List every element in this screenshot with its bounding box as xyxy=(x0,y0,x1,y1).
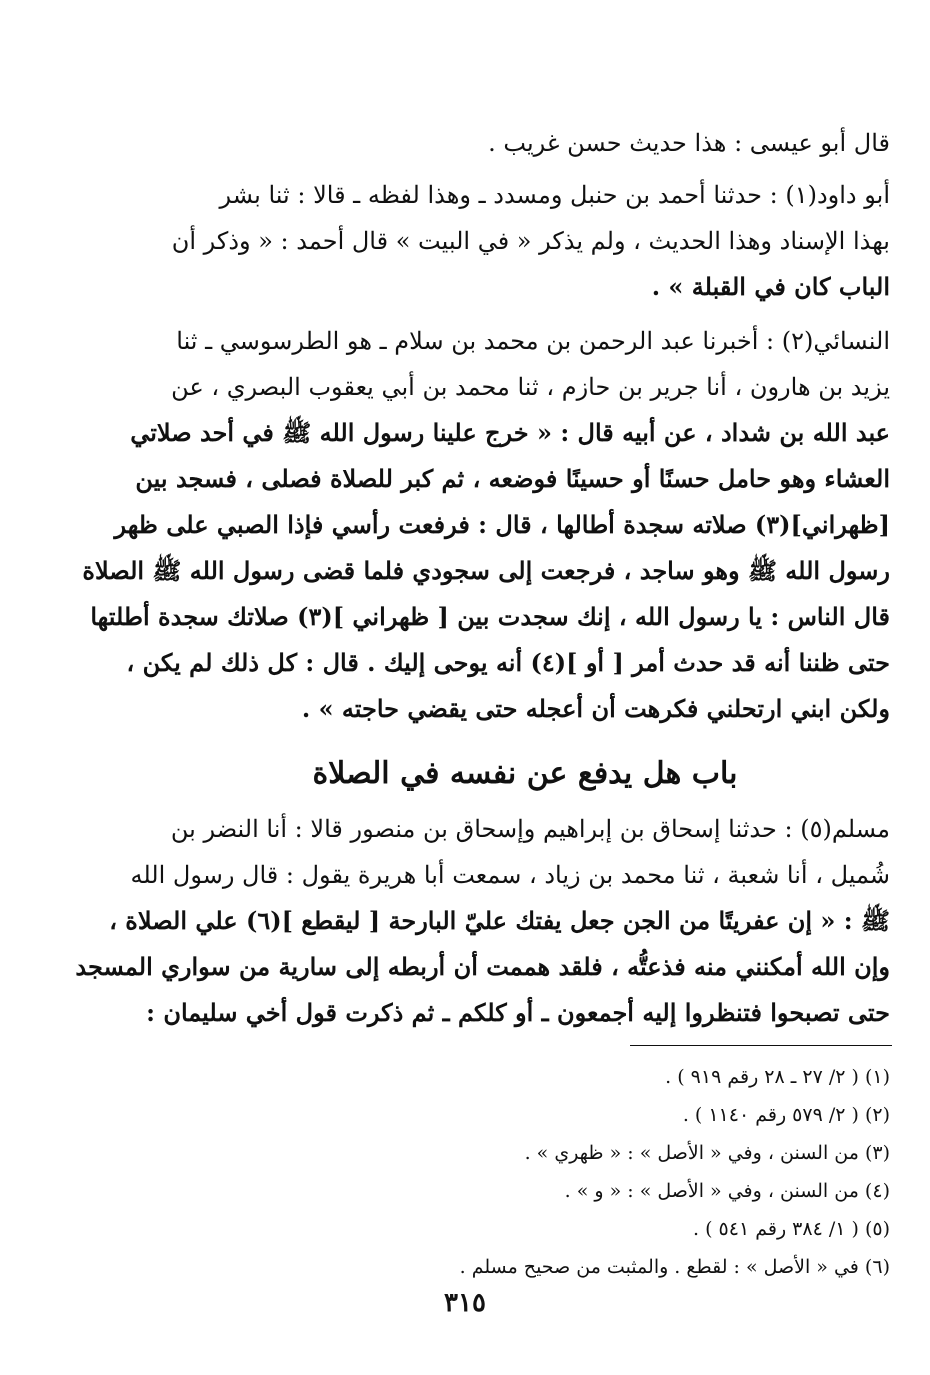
text-line: الباب كان في القبلة » . xyxy=(651,272,890,301)
footnote: (٢) ( ٢/ ٥٧٩ رقم ١١٤٠ ) . xyxy=(682,1104,890,1126)
paragraph-nasai xyxy=(82,318,890,732)
text-line: رسول الله ﷺ وهو ساجد ، فرجعت إلى سجودي فلما قضى رسول الله ﷺ الصلاة xyxy=(82,556,890,585)
text-line: حتى تصبحوا فتنظروا إليه أجمعون ـ أو كلكم ـ ثم ذكرت قول أخي سليمان : xyxy=(146,998,890,1027)
text-line: النسائي(٢) : أخبرنا عبد الرحمن بن محمد بن سلام ـ هو الطرسوسي ـ ثنا xyxy=(176,327,890,355)
text-line: مسلم(٥) : حدثنا إسحاق بن إبراهيم وإسحاق بن منصور قالا : أنا النضر بن xyxy=(170,815,890,843)
paragraph-abu-isa xyxy=(160,120,890,166)
text-line: العشاء وهو حامل حسنًا أو حسينًا فوضعه ، ثم كبر للصلاة فصلى ، فسجد بين xyxy=(135,464,890,493)
paragraph-muslim xyxy=(75,806,890,1036)
footnote: (٣) من السنن ، وفي « الأصل » : « ظهري » . xyxy=(524,1142,890,1164)
footnote: (٥) ( ١/ ٣٨٤ رقم ٥٤١ ) . xyxy=(693,1218,890,1240)
paragraph-abu-dawud xyxy=(160,172,890,310)
text-line: [ظهراني](٣) صلاته سجدة أطالها ، قال : فرفعت رأسي فإذا الصبي على ظهر xyxy=(114,510,890,539)
footnotes xyxy=(160,1058,890,1286)
footnote: (١) ( ٢/ ٢٧ ـ ٢٨ رقم ٩١٩ ) . xyxy=(665,1066,890,1088)
text-line: بهذا الإسناد وهذا الحديث ، ولم يذكر « في البيت » قال أحمد : « وذكر أن xyxy=(171,227,890,255)
text-line: عبد الله بن شداد ، عن أبيه قال : « خرج علينا رسول الله ﷺ في أحد صلاتي xyxy=(130,418,890,447)
footnote: (٤) من السنن ، وفي « الأصل » : « و » . xyxy=(564,1180,890,1202)
text-line: شُميل ، أنا شعبة ، ثنا محمد بن زياد ، سمعت أبا هريرة يقول : قال رسول الله xyxy=(130,861,890,889)
footnote: (٦) في « الأصل » : لقطع . والمثبت من صحيح مسلم . xyxy=(459,1256,890,1278)
text-line: قال الناس : يا رسول الله ، إنك سجدت بين [ ظهراني ](٣) صلاتك سجدة أطلتها xyxy=(90,602,890,631)
text-line: يزيد بن هارون ، أنا جرير بن حازم ، ثنا محمد بن أبي يعقوب البصري ، عن xyxy=(171,373,890,401)
section-heading: باب هل يدفع عن نفسه في الصلاة xyxy=(312,756,738,791)
text-line: ﷺ : « إن عفريتًا من الجن جعل يفتك عليّ البارحة [ ليقطع ](٦) علي الصلاة ، xyxy=(109,906,890,935)
footnote-separator xyxy=(630,1045,892,1046)
text-line: وإن الله أمكنني منه فذعتُّه ، فلقد هممت أن أربطه إلى سارية من سواري المسجد xyxy=(75,952,890,981)
page-number: ٣١٥ xyxy=(444,1288,486,1318)
text-line: قال أبو عيسى : هذا حديث حسن غريب . xyxy=(488,129,890,157)
text-line: أبو داود(١) : حدثنا أحمد بن حنبل ومسدد ـ وهذا لفظه ـ قالا : ثنا بشر xyxy=(219,181,890,209)
text-line: ولكن ابني ارتحلني فكرهت أن أعجله حتى يقضي حاجته » . xyxy=(301,694,890,723)
text-line: حتى ظننا أنه قد حدث أمر [ أو ](٤) أنه يوحى إليك . قال : كل ذلك لم يكن ، xyxy=(126,648,890,677)
